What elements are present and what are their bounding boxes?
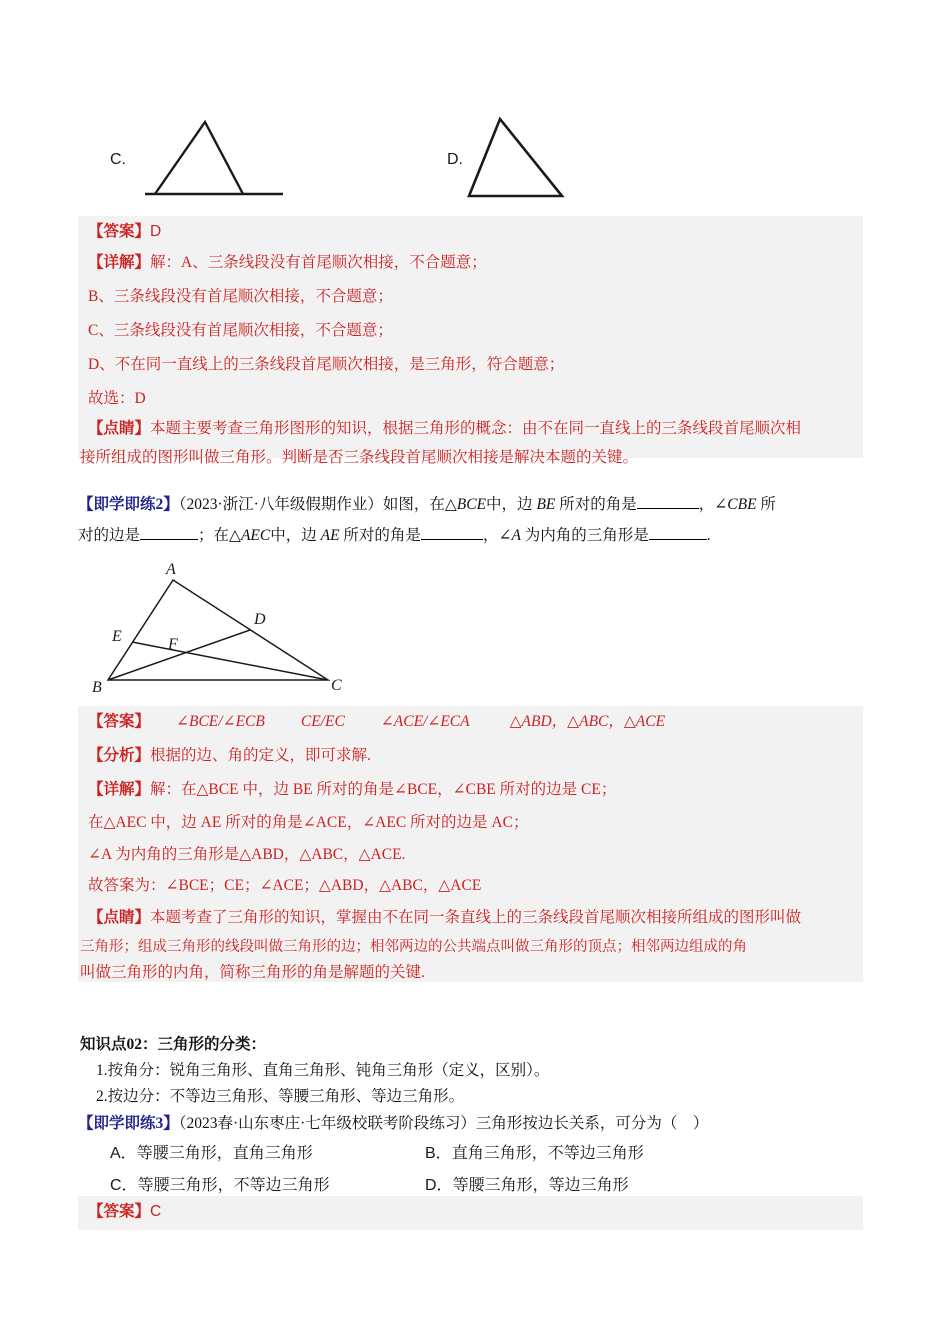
q2-text-l: .: [706, 527, 711, 544]
q3-label: 【即学即练3】: [78, 1115, 179, 1132]
option-d-label: D.: [447, 151, 463, 168]
analysis-text: 根据的边、角的定义，即可求解.: [150, 747, 371, 764]
tip-tag: 【点睛】: [88, 909, 151, 926]
svg-text:C: C: [331, 677, 342, 694]
q3-option-a-key: A．: [110, 1145, 137, 1162]
q2-tri-bce: BCE: [456, 496, 487, 513]
q3-option-a[interactable]: [110, 1140, 313, 1163]
q2-text-b: 中，边: [486, 496, 537, 513]
kp-title-text: 知识点02：三角形的分类：: [80, 1036, 267, 1053]
q2-blank-1[interactable]: [637, 508, 699, 509]
q2-detail-line-2: ∠A 为内角的三角形是△ABD，△ABC，△ACE.: [88, 846, 406, 863]
q2-text-h: 中，边: [270, 527, 321, 544]
detail-text: 解：A、三条线段没有首尾顺次相接，不合题意；: [150, 254, 487, 271]
svg-text:E: E: [112, 628, 122, 645]
q1-detail-line-1: B、三条线段没有首尾顺次相接，不合题意；: [88, 288, 393, 305]
q2-tri-aec: AEC: [240, 527, 271, 544]
knowledge-point-item-2: 2.按边分：不等边三角形、等腰三角形、等边三角形。: [96, 1088, 465, 1105]
q1-tip-line-0: [88, 419, 801, 439]
q2-tip-line-1: 三角形；组成三角形的线段叫做三角形的边；相邻两边的公共端点叫做三角形的顶点；相邻两边组成的角: [80, 939, 747, 955]
q1-answer-line: [88, 222, 161, 242]
q2-question-line-1: [78, 489, 776, 520]
q2-question-line-2: [78, 520, 711, 551]
q1-tip-line-1: 接所组成的图形叫做三角形。判断是否三条线段首尾顺次相接是解决本题的关键。: [80, 449, 639, 466]
q3-option-c-text: 等腰三角形，不等边三角形: [137, 1177, 330, 1194]
q2-ang-a: A: [511, 527, 521, 544]
q3-option-c-key: C．: [110, 1177, 138, 1194]
q2-text-c: 所对的角是: [555, 496, 637, 513]
answer-tag: 【答案】: [88, 713, 151, 730]
detail-text: 解：在△BCE 中，边 BE 所对的角是∠BCE，∠CBE 所对的边是 CE；: [150, 781, 617, 798]
q3-option-a-text: 等腰三角形，直角三角形: [136, 1145, 313, 1162]
answer-tag: 【答案】: [88, 223, 151, 240]
answer-tag: 【答案】: [88, 1203, 151, 1220]
q2-detail-line-1: 在△AEC 中，边 AE 所对的角是∠ACE，∠AEC 所对的边是 AC；: [88, 814, 529, 831]
tip-text: 本题主要考查三角形图形的知识，根据三角形的概念：由不在同一直线上的三条线段首尾顺次相: [150, 420, 802, 437]
q2-text-g: ；在△: [198, 527, 241, 544]
q3-option-d-text: 等腰三角形，等边三角形: [452, 1177, 629, 1194]
q2-text-d: ，∠: [698, 496, 728, 513]
q1-detail-line-4: 故选：D: [88, 390, 146, 407]
q2-analysis-line: [88, 746, 371, 766]
answer-value: C: [150, 1203, 162, 1220]
option-c-figure: [128, 104, 293, 204]
q2-text-a: 如图，在△: [382, 496, 457, 513]
q1-detail-line-2: C、三条线段没有首尾顺次相接，不合题意；: [88, 322, 393, 339]
q2-ang-cbe: CBE: [727, 496, 757, 513]
q2-text-j: ，∠: [482, 527, 512, 544]
answer-value: D: [150, 223, 162, 240]
svg-text:D: D: [254, 611, 266, 628]
q3-answer-line: [88, 1202, 161, 1222]
q3-option-c[interactable]: [110, 1172, 330, 1195]
q3-question-line: [78, 1108, 708, 1139]
svg-text:B: B: [92, 679, 102, 696]
option-c-label: C.: [110, 151, 126, 168]
q3-option-b[interactable]: [425, 1140, 644, 1163]
q1-detail-line-3: D、不在同一直线上的三条线段首尾顺次相接，是三角形，符合题意；: [88, 356, 565, 373]
q3-stem: 三角形按边长关系，可分为（ ）: [475, 1115, 709, 1132]
q2-text-i: 所对的角是: [339, 527, 421, 544]
q3-source: （2023春·山东枣庄·七年级校联考阶段练习）: [178, 1115, 476, 1132]
q2-blank-2[interactable]: [140, 539, 198, 540]
q2-label: 【即学即练2】: [78, 496, 179, 513]
detail-tag: 【详解】: [88, 254, 151, 271]
q2-tip-line-0: [88, 908, 801, 928]
q2-geometry-figure: [78, 552, 378, 704]
q2-detail-line-3: 故答案为：∠BCE；CE；∠ACE；△ABD，△ABC，△ACE: [88, 877, 482, 894]
q2-text-f: 对的边是: [78, 527, 141, 544]
q2-answer-1: ∠BCE/∠ECB: [176, 713, 265, 730]
q2-answer-3: ∠ACE/∠ECA: [380, 713, 470, 730]
q3-option-d[interactable]: [425, 1172, 629, 1195]
q2-seg-ae: AE: [320, 527, 340, 544]
q2-text-e: 所: [756, 496, 776, 513]
tip-tag: 【点睛】: [88, 420, 151, 437]
q2-text-k: 为内角的三角形是: [520, 527, 649, 544]
q2-seg-be: BE: [536, 496, 556, 513]
q2-detail-line-0: [88, 780, 616, 800]
q3-option-d-key: D．: [425, 1177, 453, 1194]
q2-answer-line: [88, 712, 665, 732]
tip-text: 本题考查了三角形的知识，掌握由不在同一条直线上的三条线段首尾顺次相接所组成的图形叫做: [150, 909, 802, 926]
detail-tag: 【详解】: [88, 781, 151, 798]
q3-option-b-key: B．: [425, 1145, 452, 1162]
q2-blank-3[interactable]: [421, 539, 483, 540]
q1-detail-line-0: [88, 253, 487, 273]
q2-tip-line-2: 叫做三角形的内角，简称三角形的角是解题的关键.: [80, 964, 425, 981]
analysis-tag: 【分析】: [88, 747, 151, 764]
q3-answer-shade: [78, 1196, 863, 1230]
option-d-figure: [452, 104, 612, 204]
svg-text:A: A: [166, 561, 176, 578]
q2-answer-4: △ABD，△ABC，△ACE: [509, 713, 666, 730]
q2-answer-2: CE/EC: [300, 713, 345, 730]
q3-option-b-text: 直角三角形，不等边三角形: [451, 1145, 644, 1162]
knowledge-point-item-1: 1.按角分：锐角三角形、直角三角形、钝角三角形（定义，区别）。: [96, 1062, 550, 1079]
svg-text:F: F: [168, 636, 178, 653]
q2-source: （2023·浙江·八年级假期作业）: [178, 496, 383, 513]
q2-blank-4[interactable]: [649, 539, 707, 540]
knowledge-point-title: [80, 1032, 266, 1057]
